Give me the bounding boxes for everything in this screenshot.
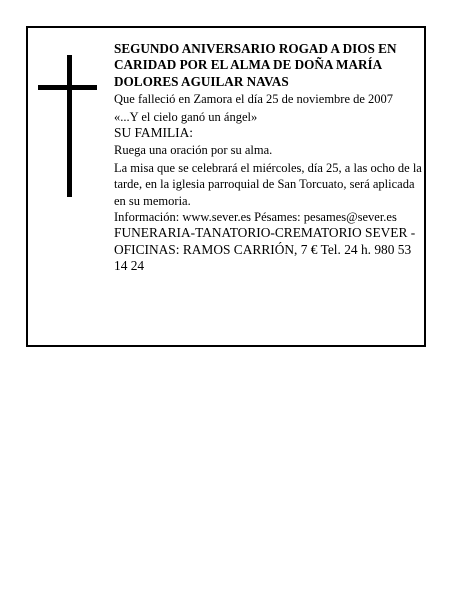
obituary-notice (26, 26, 426, 347)
family-heading: SU FAMILIA: (114, 125, 193, 141)
cross-horizontal-bar (38, 85, 97, 90)
quote-line: «...Y el cielo ganó un ángel» (114, 109, 258, 124)
funeral-home-text: FUNERARIA-TANATORIO-CREMATORIO SEVER - OFICINAS: RAMOS CARRIÓN, 7 € Tel. 24 h. 980 53 14 24 (114, 225, 416, 274)
info-text: Información: www.sever.es Pésames: pesames@sever.es (114, 210, 397, 225)
prayer-request: Ruega una oración por su alma. (114, 143, 273, 158)
death-line: Que falleció en Zamora el día 25 de noviembre de 2007 (114, 92, 394, 107)
cross-vertical-bar (67, 55, 72, 197)
mass-text: La misa que se celebrará el miércoles, día 25, a las ocho de la tarde, en la iglesia parroquial de San Torcuato, será aplicada en su memoria. (114, 160, 422, 208)
notice-body (114, 41, 424, 275)
notice-title: SEGUNDO ANIVERSARIO ROGAD A DIOS EN CARIDAD POR EL ALMA DE DOÑA MARÍA DOLORES AGUILAR NAVAS (114, 41, 397, 89)
